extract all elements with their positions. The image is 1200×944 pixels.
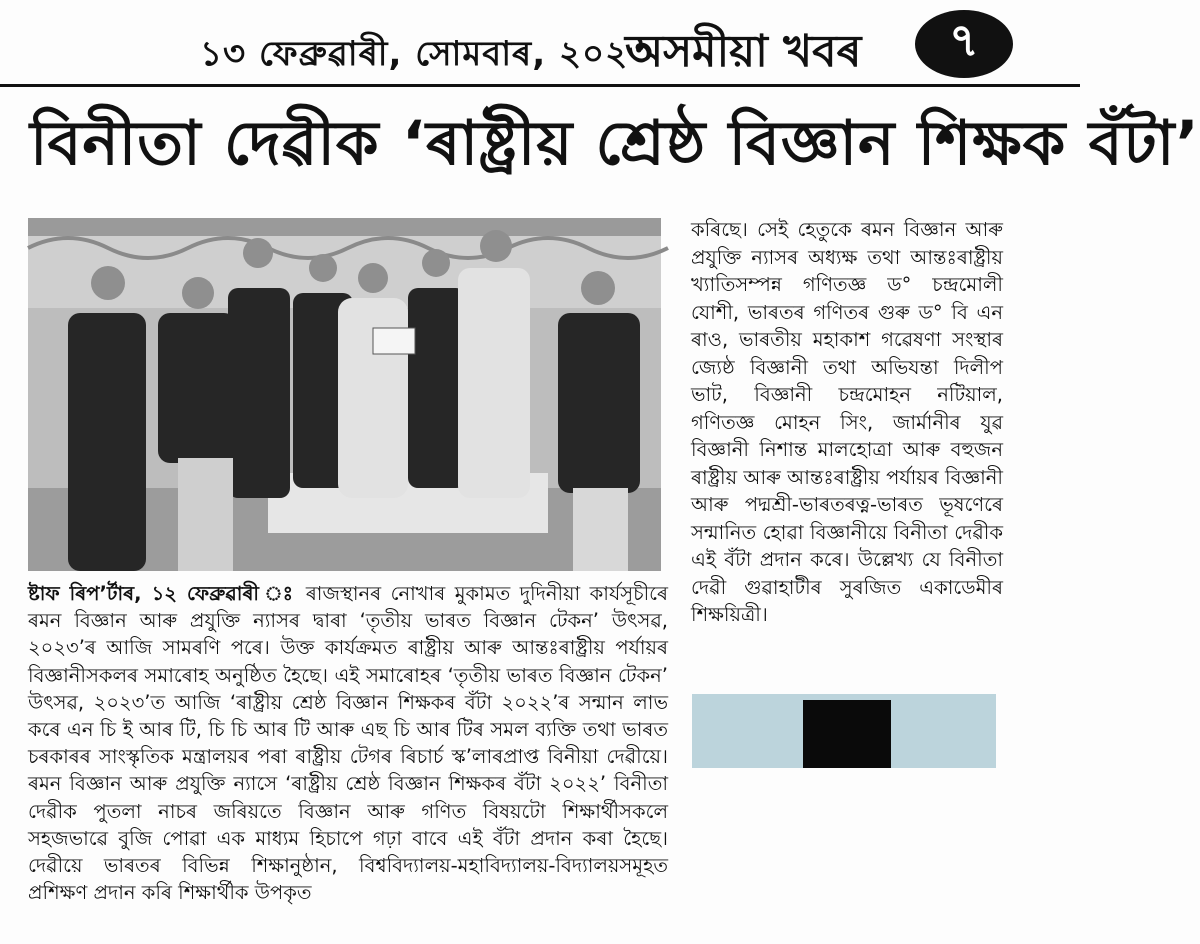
masthead-rule xyxy=(0,84,1080,87)
byline: ষ্টাফ ৰিপ’ৰ্টাৰ, ১২ ফেব্ৰুৱাৰী ঃ xyxy=(28,582,297,605)
masthead xyxy=(0,0,1080,86)
newspaper-name: অসমীয়া খবৰ xyxy=(625,26,862,77)
headline: বিনীতা দেৱীক ‘ৰাষ্ট্ৰীয় শ্ৰেষ্ঠ বিজ্ঞান শিক্ষক বঁটা’ xyxy=(30,108,1200,179)
news-photo xyxy=(28,218,661,571)
article-left-column xyxy=(28,580,668,906)
advertisement-dark-panel xyxy=(803,700,891,768)
article-right-column: কৰিছে। সেই হেতুকে ৰমন বিজ্ঞান আৰু প্ৰযুক্তি ন্যাসৰ অধ্যক্ষ তথা আন্তঃৰাষ্ট্ৰীয় খ্যাতিসম্পন্ন গণিতজ্ঞ ড° চন্দ্ৰমোলী যোশী, ভাৰতৰ গণিতৰ গুৰু ড° বি এন ৰাও, ভাৰতীয় মহাকাশ গৱেষণা সংস্থাৰ জ্যেষ্ঠ বিজ্ঞানী তথা অভিযন্তা দিলীপ ভাট, বিজ্ঞানী চন্দ্ৰমোহন নটিয়াল, গণিতজ্ঞ মোহন সিং, জাৰ্মানীৰ যুৱ বিজ্ঞানী নিশান্ত মালহোত্ৰা আৰু বহুজন ৰাষ্ট্ৰীয় আৰু আন্তঃৰাষ্ট্ৰীয় পৰ্যায়ৰ বিজ্ঞানী আৰু পদ্মশ্ৰী-ভাৰতৰত্ন-ভাৰত ভূষণেৰে সন্মানিত হোৱা বিজ্ঞানীয়ে বিনীতা দেৱীক এই বঁটা প্ৰদান কৰে। উল্লেখ্য যে বিনীতা দেৱী গুৱাহাটীৰ সুৰজিত একাডেমীৰ শিক্ষয়িত্ৰী। xyxy=(691,218,1003,626)
award-ceremony-photo-illustration xyxy=(28,218,661,571)
issue-date: ১৩ ফেব্ৰুৱাৰী, সোমবাৰ, ২০২৩ xyxy=(200,34,652,74)
page-number-badge: ৭ xyxy=(915,10,1013,78)
article-body-left: ৰাজস্থানৰ নোখাৰ মুকামত দুদিনীয়া কাৰ্যসূচীৰে ৰমন বিজ্ঞান আৰু প্ৰযুক্তি ন্যাসৰ দ্বাৰা ‘তৃতীয় ভাৰত বিজ্ঞান টেকন’ উৎসৱ, ২০২৩’ৰ আজি সামৰণি পৰে। উক্ত কাৰ্যক্ৰমত ৰাষ্ট্ৰীয় আৰু আন্তঃৰাষ্ট্ৰীয় পৰ্যায়ৰ বিজ্ঞানীসকলৰ সমাৰোহ অনুষ্ঠিত হৈছে। এই সমাৰোহৰ ‘তৃতীয় ভাৰত বিজ্ঞান টেকন’ উৎসৱ, ২০২৩’ত আজি ‘ৰাষ্ট্ৰীয় শ্ৰেষ্ঠ বিজ্ঞান শিক্ষকৰ বঁটা ২০২২’ৰ সন্মান লাভ কৰে এন চি ই আৰ টি, চি চি আৰ টি আৰু এছ চি আৰ টিৰ সমল ব্যক্তি তথা ভাৰত চৰকাৰৰ সাংস্কৃতিক মন্ত্ৰালয়ৰ পৰা ৰাষ্ট্ৰীয় টেগৰ ৰিচাৰ্চ স্ক’লাৰপ্ৰাপ্ত বিনীয়া দেৱীয়ে। ৰমন বিজ্ঞান আৰু প্ৰযুক্তি ন্যাসে ‘ৰাষ্ট্ৰীয় শ্ৰেষ্ঠ বিজ্ঞান শিক্ষকৰ বঁটা ২০২২’ বিনীতা দেৱীক পুতলা নাচৰ জৰিয়তে বিজ্ঞান আৰু গণিত বিষয়টো শিক্ষাৰ্থীসকলে সহজভাৱে বুজি পোৱা এক মাধ্যম হিচাপে গঢ়া বাবে এই বঁটা প্ৰদান কৰা হৈছে। দেৱীয়ে ভাৰতৰ বিভিন্ন শিক্ষানুষ্ঠান, বিশ্ববিদ্যালয়-মহাবিদ্যালয়-বিদ্যালয়সমূহত প্ৰশিক্ষণ প্ৰদান কৰি শিক্ষাৰ্থীক উপকৃত xyxy=(28,582,668,905)
